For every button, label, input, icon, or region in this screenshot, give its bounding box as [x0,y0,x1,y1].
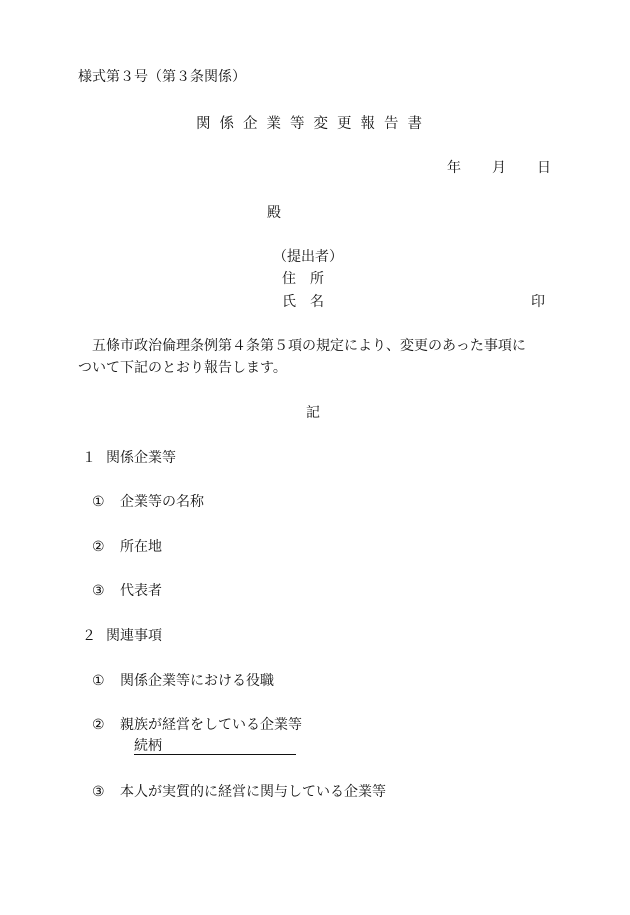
document-title: 関係企業等変更報告書 [196,116,431,132]
section-heading: 関連事項 [106,628,162,644]
item-mark: ② [92,717,105,733]
relationship-label: 続柄 [134,738,162,754]
item-label: 代表者 [120,583,162,599]
addressee-suffix: 殿 [267,205,281,221]
submitter-heading: （提出者） [273,249,343,265]
date-month: 月 [492,160,506,176]
ki-heading: 記 [306,405,320,421]
date-year: 年 [447,160,461,176]
section-heading: 関係企業等 [106,450,176,466]
relationship-blank-line [134,754,296,755]
item-mark: ① [92,673,105,689]
section-number: １ [82,450,96,466]
item-label: 企業等の名称 [120,494,204,510]
item-label: 本人が実質的に経営に関与している企業等 [120,784,386,800]
item-label: 所在地 [120,539,162,555]
body-line-1: 五條市政治倫理条例第４条第５項の規定により、変更のあった事項に [92,338,526,354]
body-line-2: ついて下記のとおり報告します。 [78,360,287,376]
item-mark: ③ [92,583,105,599]
item-mark: ① [92,494,105,510]
item-mark: ③ [92,784,105,800]
section-number: ２ [82,628,96,644]
item-label: 親族が経営をしている企業等 [120,717,302,733]
seal-mark: 印 [531,294,545,310]
name-label: 氏 名 [282,294,324,310]
item-label: 関係企業等における役職 [120,673,274,689]
date-day: 日 [537,160,551,176]
form-number: 様式第３号（第３条関係） [78,69,246,85]
address-label: 住 所 [282,271,324,287]
item-mark: ② [92,539,105,555]
